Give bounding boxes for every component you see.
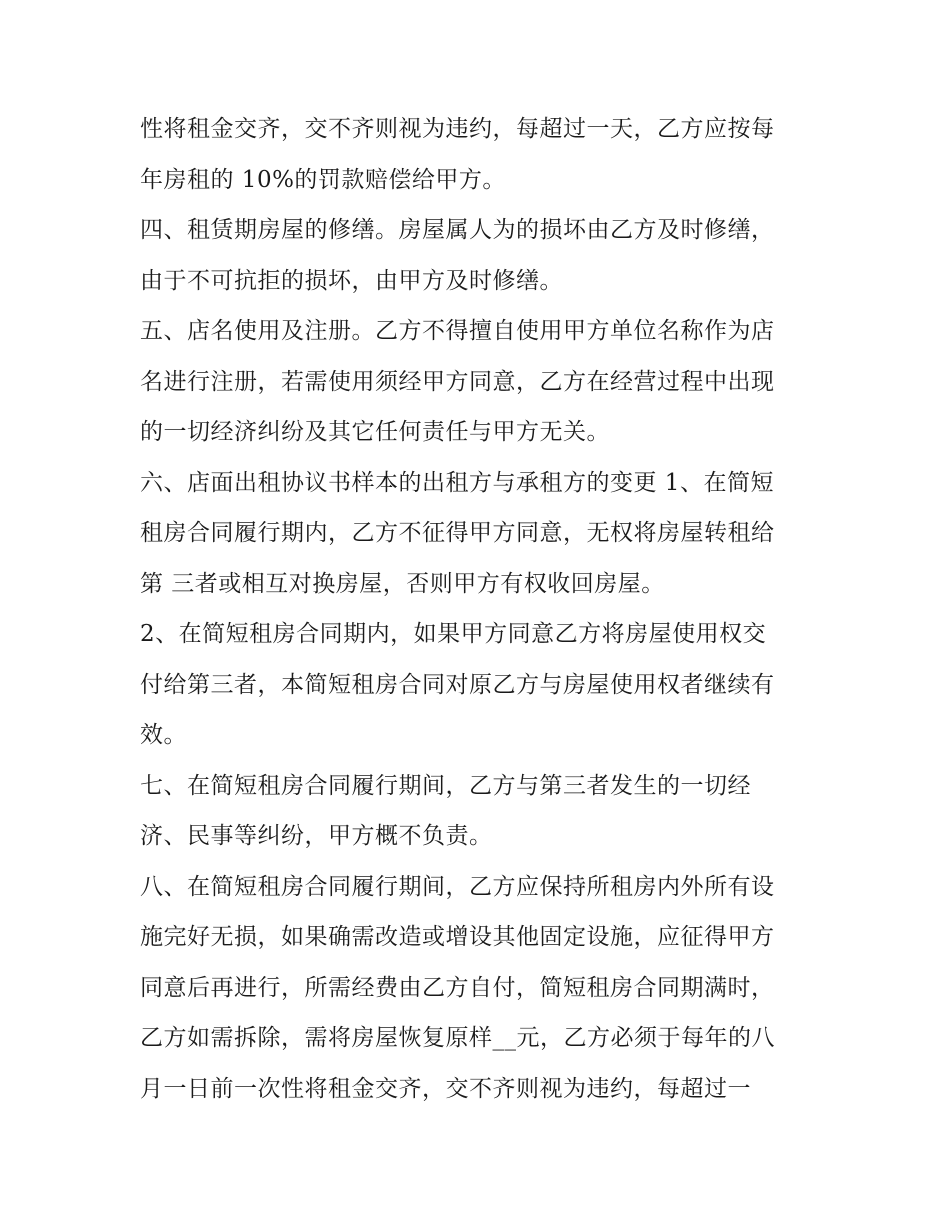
text-line: 性将租金交齐，交不齐则视为违约，每超过一天，乙方应按每: [140, 116, 775, 142]
text-line: 乙方如需拆除，需将房屋恢复原样__元，乙方必须于每年的八: [140, 1025, 775, 1051]
text-line: 效。: [140, 722, 187, 748]
text-line: 施完好无损，如果确需改造或增设其他固定设施，应征得甲方: [140, 924, 775, 950]
text-line: 六、店面出租协议书样本的出租方与承租方的变更 1、在简短: [140, 469, 774, 496]
document-body: [140, 104, 820, 1114]
text-line: 名进行注册，若需使用须经甲方同意，乙方在经营过程中出现: [140, 368, 775, 395]
text-line: 五、店名使用及注册。乙方不得擅自使用甲方单位名称作为店: [140, 318, 775, 344]
text-line: 2、在简短租房合同期内，如果甲方同意乙方将房屋使用权交: [140, 621, 767, 647]
text-line: 付给第三者，本简短租房合同对原乙方与房屋使用权者继续有: [140, 671, 775, 698]
text-line: 的一切经济纠纷及其它任何责任与甲方无关。: [140, 419, 610, 445]
text-line: 同意后再进行，所需经费由乙方自付，简短租房合同期满时，: [140, 974, 775, 1001]
text-line: 七、在简短租房合同履行期间，乙方与第三者发生的一切经: [140, 772, 751, 799]
text-line: 四、租赁期房屋的修缮。房屋属人为的损坏由乙方及时修缮，: [140, 217, 775, 243]
text-line: 月一日前一次性将租金交齐，交不齐则视为违约，每超过一: [140, 1075, 751, 1102]
text-line: 第 三者或相互对换房屋，否则甲方有权收回房屋。: [140, 570, 665, 597]
text-line: 租房合同履行期内，乙方不征得甲方同意，无权将房屋转租给: [140, 520, 775, 546]
text-line: 济、民事等纠纷，甲方概不负责。: [140, 823, 493, 849]
text-line: 由于不可抗拒的损坏，由甲方及时修缮。: [140, 267, 563, 294]
text-line: 八、在简短租房合同履行期间，乙方应保持所租房内外所有设: [140, 873, 775, 900]
text-line: 年房租的 10%的罚款赔偿给甲方。: [140, 166, 506, 193]
